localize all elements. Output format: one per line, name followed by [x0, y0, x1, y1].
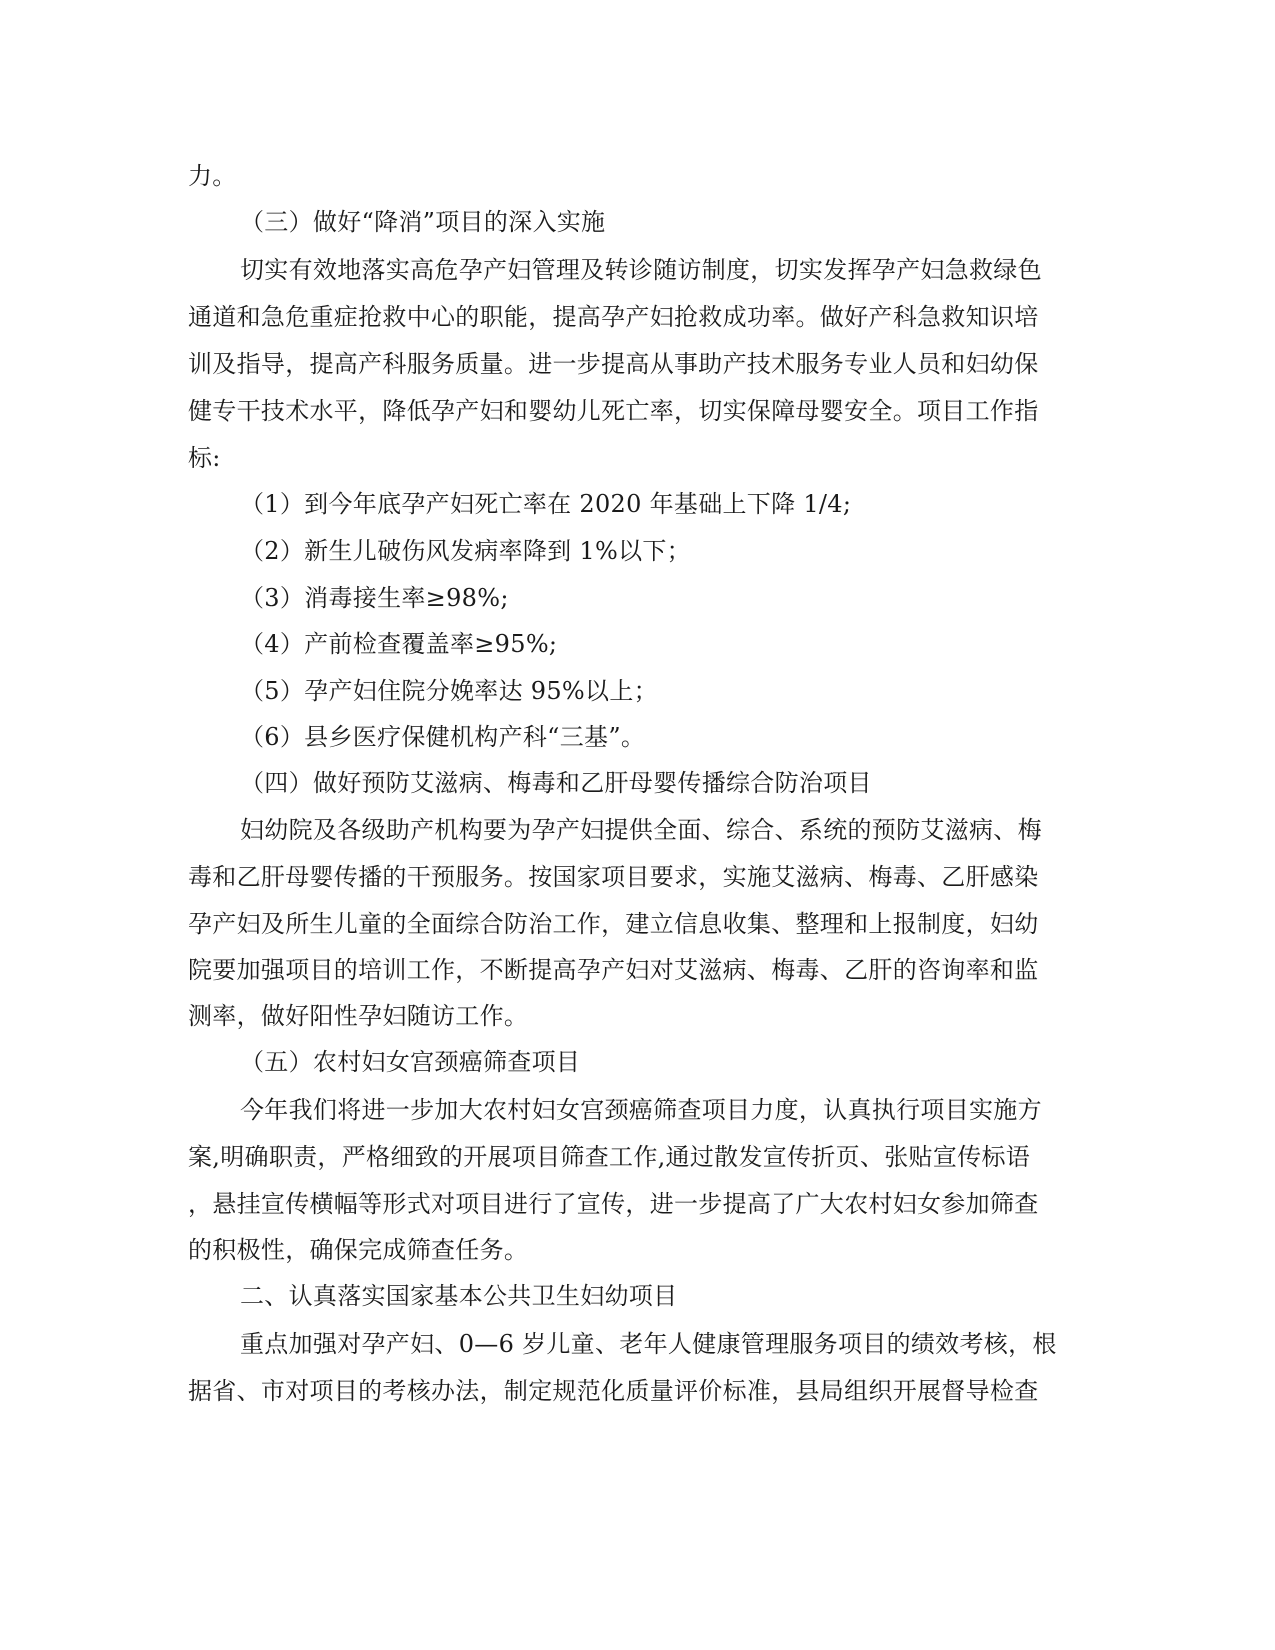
text-line: 测率，做好阳性孕妇随访工作。 — [188, 1002, 529, 1030]
text-line: 健专干技术水平，降低孕产妇和婴幼儿死亡率，切实保障母婴安全。项目工作指 — [188, 397, 1039, 425]
text-line: 妇幼院及各级助产机构要为孕产妇提供全面、综合、系统的预防艾滋病、梅 — [240, 816, 1042, 844]
text-line: 据省、市对项目的考核办法，制定规范化质量评价标准，县局组织开展督导检查 — [188, 1377, 1039, 1405]
text-line: ，悬挂宣传横幅等形式对项目进行了宣传，进一步提高了广大农村妇女参加筛查 — [188, 1190, 1039, 1218]
text-line: 重点加强对孕产妇、0—6 岁儿童、老年人健康管理服务项目的绩效考核，根 — [240, 1330, 1057, 1358]
text-line: 训及指导，提高产科服务质量。进一步提高从事助产技术服务专业人员和妇幼保 — [188, 350, 1039, 378]
text-line: 标: — [188, 444, 221, 472]
text-line: 的积极性，确保完成筛查任务。 — [188, 1236, 529, 1264]
section-heading: （五）农村妇女宫颈癌筛查项目 — [240, 1048, 581, 1076]
text-line: 案,明确职责，严格细致的开展项目筛查工作,通过散发宣传折页、张贴宣传标语 — [188, 1143, 1031, 1171]
section-heading: 二、认真落实国家基本公共卫生妇幼项目 — [240, 1282, 678, 1310]
section-heading: （四）做好预防艾滋病、梅毒和乙肝母婴传播综合防治项目 — [240, 769, 872, 797]
section-heading: （三）做好“降消”项目的深入实施 — [240, 208, 606, 236]
list-item: （5）孕产妇住院分娩率达 95%以上； — [240, 677, 658, 705]
text-line: 毒和乙肝母婴传播的干预服务。按国家项目要求，实施艾滋病、梅毒、乙肝感染 — [188, 863, 1039, 891]
text-line: 孕产妇及所生儿童的全面综合防治工作，建立信息收集、整理和上报制度，妇幼 — [188, 910, 1039, 938]
text-line: 切实有效地落实高危孕产妇管理及转诊随访制度，切实发挥孕产妇急救绿色 — [240, 256, 1042, 284]
list-item: （6）县乡医疗保健机构产科“三基”。 — [240, 723, 646, 751]
text-line: 力。 — [188, 162, 237, 190]
list-item: （1）到今年底孕产妇死亡率在 2020 年基础上下降 1/4; — [240, 490, 852, 518]
list-item: （2）新生儿破伤风发病率降到 1%以下； — [240, 537, 691, 565]
text-line: 院要加强项目的培训工作，不断提高孕产妇对艾滋病、梅毒、乙肝的咨询率和监 — [188, 956, 1039, 984]
text-line: 通道和急危重症抢救中心的职能，提高孕产妇抢救成功率。做好产科急救知识培 — [188, 303, 1039, 331]
text-line: 今年我们将进一步加大农村妇女宫颈癌筛查项目力度，认真执行项目实施方 — [240, 1096, 1042, 1124]
list-item: （3）消毒接生率≥98%; — [240, 584, 509, 612]
list-item: （4）产前检查覆盖率≥95%; — [240, 630, 558, 658]
